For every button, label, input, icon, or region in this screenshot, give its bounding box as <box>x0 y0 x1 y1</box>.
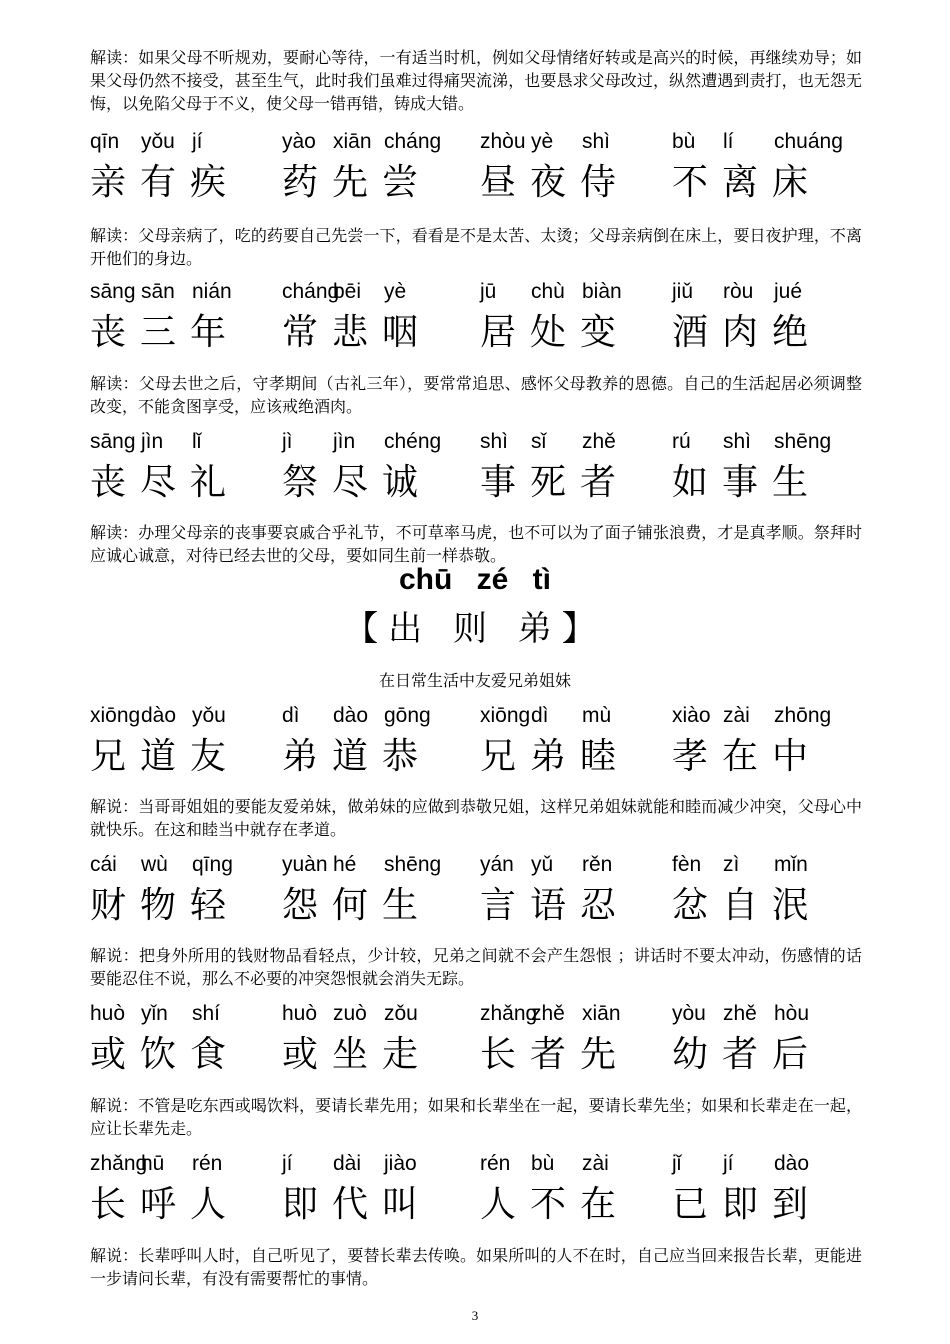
verse-line <box>90 734 870 780</box>
verse-explanation: 解读：办理父母亲的丧事要哀戚合乎礼节，不可草率马虎，也不可以为了面子铺张浪费，才是真孝顺。祭拜时应诚心诚意，对待已经去世的父母，要如同生前一样恭敬。 <box>90 523 862 565</box>
verse-phrase: 祭尽诚 <box>282 462 433 503</box>
pinyin-syllable: jí <box>282 1152 293 1175</box>
pinyin-syllable: rěn <box>582 853 613 876</box>
pinyin-syllable: rén <box>192 1152 223 1175</box>
pinyin-line <box>90 1000 870 1028</box>
pinyin-line <box>90 278 870 306</box>
pinyin-syllable: yǔ <box>531 853 554 876</box>
pinyin-syllable: chuáng <box>774 130 843 153</box>
pinyin-syllable: jiǔ <box>672 280 694 303</box>
pinyin-syllable: rú <box>672 430 691 453</box>
verse-phrase: 丧尽礼 <box>90 462 241 503</box>
pinyin-syllable: dào <box>774 1152 810 1175</box>
verse-explanation: 解说：不管是吃东西或喝饮料，要请长辈先用；如果和长辈坐在一起，要请长辈先坐；如果和长辈走在一起，应让长辈先走。 <box>90 1096 862 1138</box>
pinyin-line <box>90 428 870 456</box>
verse-phrase: 财物轻 <box>90 885 241 926</box>
verse-line <box>90 1182 870 1228</box>
pinyin-syllable: dì <box>531 704 549 727</box>
verse-line <box>90 1032 870 1078</box>
pinyin-line <box>90 702 870 730</box>
pinyin-syllable: lí <box>723 130 734 153</box>
verse-phrase: 或坐走 <box>282 1034 433 1075</box>
pinyin-syllable: jū <box>480 280 497 303</box>
pinyin-syllable: yè <box>531 130 554 153</box>
pinyin-syllable: chù <box>531 280 565 303</box>
pinyin-syllable: dào <box>141 704 177 727</box>
pinyin-syllable: gōng <box>384 704 431 727</box>
pinyin-syllable: zhǎng <box>90 1152 148 1175</box>
pinyin-syllable: shì <box>480 430 509 453</box>
pinyin-syllable: mǐn <box>774 853 808 876</box>
pinyin-syllable: zhě <box>723 1002 757 1025</box>
pinyin-syllable: yán <box>480 853 514 876</box>
pinyin-syllable: jí <box>192 130 203 153</box>
pinyin-syllable: mù <box>582 704 612 727</box>
pinyin-syllable: zì <box>723 853 740 876</box>
verse-phrase: 言语忍 <box>480 885 631 926</box>
pinyin-syllable: cháng <box>384 130 442 153</box>
pinyin-syllable: zhǎng <box>480 1002 538 1025</box>
pinyin-syllable: huò <box>90 1002 126 1025</box>
pinyin-syllable: hòu <box>774 1002 810 1025</box>
verse-line <box>90 160 870 206</box>
pinyin-syllable: zài <box>582 1152 609 1175</box>
pinyin-syllable: ròu <box>723 280 754 303</box>
pinyin-syllable: shì <box>723 430 752 453</box>
pinyin-syllable: biàn <box>582 280 622 303</box>
verse-phrase: 亲有疾 <box>90 162 241 203</box>
pinyin-syllable: zhòu <box>480 130 526 153</box>
pinyin-syllable: zài <box>723 704 750 727</box>
verse-phrase: 常悲咽 <box>282 312 433 353</box>
verse-explanation: 解读：父母去世之后，守孝期间（古礼三年），要常常追思、感怀父母教养的恩德。自己的生活起居必须调整改变，不能贪图享受，应该戒绝酒肉。 <box>90 374 862 416</box>
pinyin-syllable: sāng <box>90 430 136 453</box>
pinyin-syllable: zhōng <box>774 704 832 727</box>
pinyin-syllable: fèn <box>672 853 702 876</box>
pinyin-syllable: bù <box>531 1152 555 1175</box>
pinyin-syllable: jiào <box>384 1152 417 1175</box>
pinyin-syllable: bēi <box>333 280 362 303</box>
intro-explanation: 解读：如果父母不听规劝，要耐心等待，一有适当时机，例如父母情绪好转或是高兴的时候，再继续劝导；如果父母仍然不接受，甚至生气，此时我们虽难过得痛哭流涕，也要恳求父母改过，纵然遭遇到责打，也无怨无悔，以免陷父母于不义，使父母一错再错，铸成大错。 <box>90 48 862 113</box>
verse-line <box>90 310 870 356</box>
verse-phrase: 长呼人 <box>90 1184 241 1225</box>
pinyin-syllable: wù <box>141 853 168 876</box>
pinyin-syllable: yǒu <box>192 704 226 727</box>
pinyin-syllable: sāng <box>90 280 136 303</box>
verse-phrase: 居处变 <box>480 312 631 353</box>
pinyin-syllable: yǒu <box>141 130 175 153</box>
verse-explanation: 解说：把身外所用的钱财物品看轻点，少计较，兄弟之间就不会产生怨恨 ；讲话时不要太冲动，伤感情的话要能忍住不说，那么不必要的冲突怨恨就会消失无踪。 <box>90 946 862 988</box>
pinyin-syllable: zuò <box>333 1002 367 1025</box>
verse-phrase: 幼者后 <box>672 1034 823 1075</box>
verse-phrase: 丧三年 <box>90 312 241 353</box>
pinyin-syllable: cái <box>90 853 117 876</box>
verse-line <box>90 460 870 506</box>
verse-phrase: 酒肉绝 <box>672 312 823 353</box>
verse-phrase: 兄道友 <box>90 736 241 777</box>
verse-explanation: 解读：父母亲病了，吃的药要自己先尝一下，看看是不是太苦、太烫；父母亲病倒在床上，要日夜护理，不离开他们的身边。 <box>90 226 862 268</box>
pinyin-syllable: rén <box>480 1152 511 1175</box>
pinyin-syllable: sān <box>141 280 175 303</box>
pinyin-syllable: zǒu <box>384 1002 418 1025</box>
pinyin-syllable: dài <box>333 1152 362 1175</box>
pinyin-syllable: jí <box>723 1152 734 1175</box>
verse-phrase: 忿自泯 <box>672 885 823 926</box>
pinyin-syllable: xiān <box>582 1002 621 1025</box>
pinyin-syllable: yuàn <box>282 853 328 876</box>
pinyin-syllable: shēng <box>774 430 832 453</box>
verse-phrase: 即代叫 <box>282 1184 433 1225</box>
pinyin-syllable: yào <box>282 130 316 153</box>
pinyin-syllable: zhě <box>582 430 616 453</box>
pinyin-syllable: yòu <box>672 1002 706 1025</box>
page-number: 3 <box>471 1308 479 1323</box>
pinyin-syllable: yè <box>384 280 407 303</box>
pinyin-syllable: lǐ <box>192 430 202 453</box>
verse-phrase: 怨何生 <box>282 885 433 926</box>
pinyin-syllable: sǐ <box>531 430 547 453</box>
pinyin-syllable: xiān <box>333 130 372 153</box>
pinyin-syllable: dào <box>333 704 369 727</box>
pinyin-syllable: xiōng <box>480 704 531 727</box>
pinyin-syllable: xiào <box>672 704 711 727</box>
pinyin-syllable: jué <box>774 280 803 303</box>
verse-phrase: 弟道恭 <box>282 736 433 777</box>
verse-phrase: 人不在 <box>480 1184 631 1225</box>
verse-phrase: 已即到 <box>672 1184 823 1225</box>
pinyin-syllable: jǐ <box>672 1152 682 1175</box>
pinyin-syllable: hé <box>333 853 357 876</box>
verse-explanation: 解说：当哥哥姐姐的要能友爱弟妹，做弟妹的应做到恭敬兄姐，这样兄弟姐妹就能和睦而减少冲突，父母心中就快乐。在这和睦当中就存在孝道。 <box>90 797 862 839</box>
pinyin-line <box>90 1150 870 1178</box>
verse-phrase: 或饮食 <box>90 1034 241 1075</box>
pinyin-syllable: yǐn <box>141 1002 168 1025</box>
pinyin-syllable: chéng <box>384 430 442 453</box>
pinyin-syllable: shēng <box>384 853 442 876</box>
verse-phrase: 不离床 <box>672 162 823 203</box>
pinyin-syllable: qīng <box>192 853 233 876</box>
pinyin-syllable: nián <box>192 280 232 303</box>
pinyin-line <box>90 851 870 879</box>
pinyin-syllable: jìn <box>141 430 164 453</box>
verse-phrase: 孝在中 <box>672 736 823 777</box>
verse-phrase: 兄弟睦 <box>480 736 631 777</box>
verse-line <box>90 883 870 929</box>
section-subtitle: 在日常生活中友爱兄弟姐妹 <box>378 671 571 690</box>
pinyin-syllable: hū <box>141 1152 165 1175</box>
verse-phrase: 如事生 <box>672 462 823 503</box>
pinyin-syllable: qīn <box>90 130 120 153</box>
pinyin-syllable: bù <box>672 130 696 153</box>
pinyin-syllable: shì <box>582 130 611 153</box>
pinyin-syllable: xiōng <box>90 704 141 727</box>
verse-phrase: 药先尝 <box>282 162 433 203</box>
verse-phrase: 长者先 <box>480 1034 631 1075</box>
section-title: 【出 则 弟】 <box>344 609 606 649</box>
pinyin-line <box>90 128 870 156</box>
pinyin-syllable: cháng <box>282 280 340 303</box>
pinyin-syllable: dì <box>282 704 300 727</box>
pinyin-syllable: jì <box>282 430 293 453</box>
pinyin-syllable: shí <box>192 1002 221 1025</box>
verse-phrase: 昼夜侍 <box>480 162 631 203</box>
pinyin-syllable: jìn <box>333 430 356 453</box>
pinyin-syllable: huò <box>282 1002 318 1025</box>
pinyin-syllable: zhě <box>531 1002 565 1025</box>
section-title-pinyin: chū zé tì <box>398 563 551 596</box>
verse-phrase: 事死者 <box>480 462 631 503</box>
verse-explanation: 解说：长辈呼叫人时，自己听见了，要替长辈去传唤。如果所叫的人不在时，自己应当回来报告长辈，更能进一步请问长辈，有没有需要帮忙的事情。 <box>90 1246 862 1288</box>
